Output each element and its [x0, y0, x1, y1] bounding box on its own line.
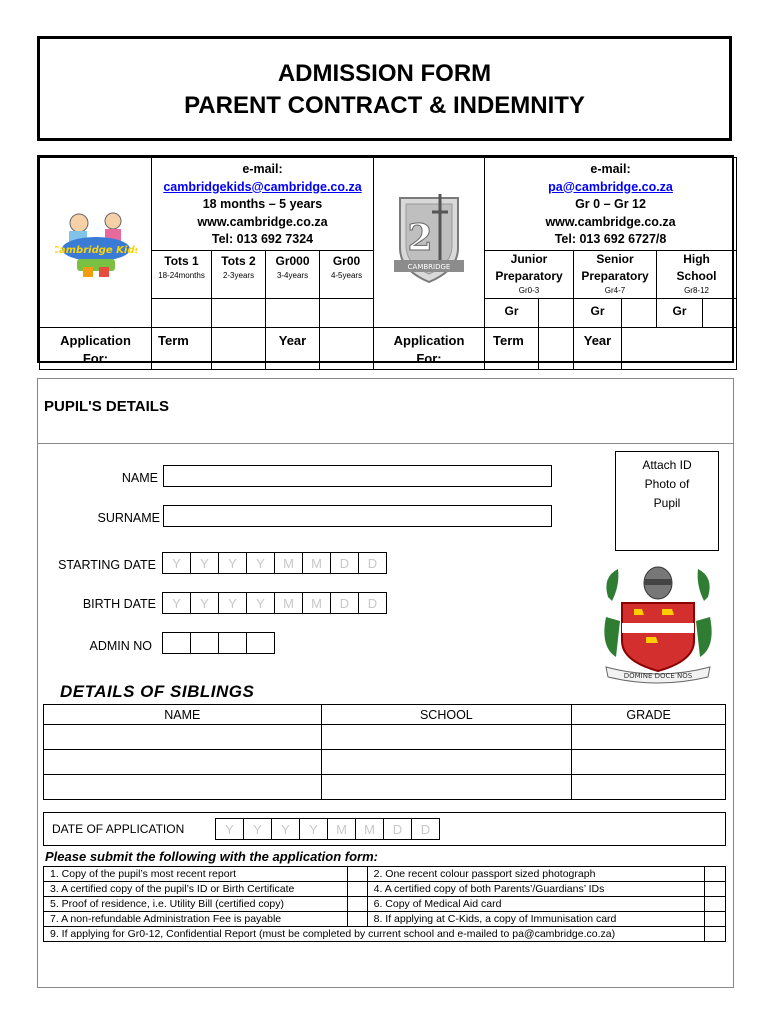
sibling-grade-input[interactable]: [572, 775, 726, 800]
document-item: 1. Copy of the pupil’s most recent report: [44, 867, 348, 882]
cambridge-school-logo: [390, 190, 468, 290]
sibling-name-input[interactable]: [44, 775, 322, 800]
sibling-name-input[interactable]: [44, 725, 322, 750]
birth-date-label: BIRTH DATE: [82, 597, 156, 611]
cambridge-school-logo-cell: [374, 158, 485, 328]
siblings-title: DETAILS OF SIBLINGS: [60, 682, 255, 701]
form-title: ADMISSION FORM: [277, 60, 492, 87]
document-item: 3. A certified copy of the pupil’s ID or Birth Certificate: [44, 882, 348, 897]
sibling-school-input[interactable]: [321, 775, 572, 800]
high-gr-input[interactable]: [703, 299, 737, 328]
document-item: 5. Proof of residence, i.e. Utility Bill (certified copy): [44, 897, 348, 912]
kids-grade-box-4[interactable]: [320, 299, 374, 328]
junior-gr-label: Gr: [485, 299, 539, 328]
document-checkbox[interactable]: [705, 882, 726, 897]
form-title-box: [37, 36, 732, 141]
name-input[interactable]: [163, 465, 552, 487]
date-of-application-label: DATE OF APPLICATION: [52, 822, 185, 836]
form-subtitle: PARENT CONTRACT & INDEMNITY: [184, 92, 585, 119]
kids-year-input[interactable]: [320, 328, 374, 370]
school-year-label: Year: [574, 328, 622, 370]
siblings-header-grade: GRADE: [572, 705, 726, 725]
starting-date-input[interactable]: Y Y Y Y M M D D: [163, 552, 387, 574]
school-term-input[interactable]: [539, 328, 574, 370]
starting-date-label: STARTING DATE: [58, 558, 156, 572]
kids-term-input[interactable]: [212, 328, 266, 370]
school-website: www.cambridge.co.za: [545, 214, 676, 229]
kids-application-label: Application For:: [40, 328, 152, 370]
table-row: [44, 867, 726, 882]
phase-high: High School Gr8-12: [657, 251, 737, 299]
school-application-label: Application For:: [374, 328, 485, 370]
table-row: [44, 775, 726, 800]
documents-checklist: [43, 866, 726, 942]
admin-no-label: ADMIN NO: [89, 639, 152, 653]
table-row: [44, 897, 726, 912]
school-year-input[interactable]: [622, 328, 737, 370]
kids-website: www.cambridge.co.za: [197, 214, 328, 229]
pupil-details-title: PUPIL'S DETAILS: [44, 398, 169, 415]
document-checkbox[interactable]: [347, 897, 367, 912]
document-item: 6. Copy of Medical Aid card: [367, 897, 704, 912]
table-row: [44, 882, 726, 897]
siblings-header-name: NAME: [44, 705, 322, 725]
cambridge-kids-contact: [152, 158, 374, 251]
document-checkbox[interactable]: [347, 912, 367, 927]
cambridge-kids-logo-text: Cambridge Kids: [54, 245, 137, 256]
document-checkbox[interactable]: [705, 867, 726, 882]
document-item: 2. One recent colour passport sized photograph: [367, 867, 704, 882]
document-checkbox[interactable]: [705, 897, 726, 912]
table-row: [44, 927, 726, 942]
table-row: [44, 725, 726, 750]
sibling-grade-input[interactable]: [572, 750, 726, 775]
siblings-table: [43, 704, 726, 800]
high-gr-label: Gr: [657, 299, 703, 328]
table-row: [44, 750, 726, 775]
document-item: 9. If applying for Gr0-12, Confidential Report (must be completed by current school and e-mailed to pa@cambridge.co.za): [44, 927, 705, 942]
phase-senior: Senior Preparatory Gr4-7: [574, 251, 657, 299]
document-item: 8. If applying at C-Kids, a copy of Immunisation card: [367, 912, 704, 927]
kids-grade-box-3[interactable]: [266, 299, 320, 328]
sibling-school-input[interactable]: [321, 750, 572, 775]
kids-term-label: Term: [152, 328, 212, 370]
siblings-header-school: SCHOOL: [321, 705, 572, 725]
name-label: NAME: [121, 471, 158, 485]
cambridge-kids-logo-cell: [40, 158, 152, 328]
crest-motto: DOMINE DOCE NOS: [623, 672, 693, 680]
surname-input[interactable]: [163, 505, 552, 527]
kids-tel: Tel: 013 692 7324: [211, 232, 314, 246]
document-item: 7. A non-refundable Administration Fee is payable: [44, 912, 348, 927]
junior-gr-input[interactable]: [539, 299, 574, 328]
grade-tots1: Tots 1 18-24months: [152, 251, 212, 299]
pupil-details-header: [37, 378, 734, 444]
documents-title: Please submit the following with the application form:: [45, 849, 378, 864]
school-info-table: [37, 155, 734, 366]
school-crest-icon: [598, 557, 718, 687]
kids-grade-box-2[interactable]: [212, 299, 266, 328]
phase-junior: Junior Preparatory Gr0-3: [485, 251, 574, 299]
grade-gr000: Gr000 3-4years: [266, 251, 320, 299]
surname-label: SURNAME: [97, 511, 160, 525]
svg-text:2: 2: [407, 217, 433, 259]
document-checkbox[interactable]: [347, 867, 367, 882]
school-email-link[interactable]: pa@cambridge.co.za: [548, 179, 673, 194]
sibling-school-input[interactable]: [321, 725, 572, 750]
school-term-label: Term: [485, 328, 539, 370]
kids-ages: 18 months – 5 years: [202, 197, 323, 211]
document-checkbox[interactable]: [705, 912, 726, 927]
document-item: 4. A certified copy of both Parents’/Guardians’ IDs: [367, 882, 704, 897]
kids-grade-box-1[interactable]: [152, 299, 212, 328]
birth-date-input[interactable]: Y Y Y Y M M D D: [163, 592, 387, 614]
id-photo-box[interactable]: Attach ID Photo of Pupil: [615, 451, 719, 551]
school-email-label: e-mail:: [590, 162, 631, 176]
cambridge-school-logo-text: CAMBRIDGE: [407, 263, 451, 271]
date-of-application-box: [43, 812, 726, 846]
kids-email-link[interactable]: cambridgekids@cambridge.co.za: [163, 179, 362, 194]
kids-email-label: e-mail:: [242, 162, 283, 176]
cambridge-school-contact: [485, 158, 737, 251]
sibling-grade-input[interactable]: [572, 725, 726, 750]
school-grade-range: Gr 0 – Gr 12: [575, 197, 646, 211]
table-row: [44, 912, 726, 927]
grade-gr00: Gr00 4-5years: [320, 251, 374, 299]
sibling-name-input[interactable]: [44, 750, 322, 775]
admin-no-input[interactable]: [163, 632, 275, 654]
document-checkbox[interactable]: [705, 927, 726, 942]
document-checkbox[interactable]: [347, 882, 367, 897]
school-tel: Tel: 013 692 6727/8: [554, 232, 667, 246]
date-of-application-input[interactable]: Y Y Y Y M M D D: [216, 818, 440, 840]
senior-gr-label: Gr: [574, 299, 622, 328]
grade-tots2: Tots 2 2-3years: [212, 251, 266, 299]
kids-year-label: Year: [266, 328, 320, 370]
senior-gr-input[interactable]: [622, 299, 657, 328]
cambridge-kids-logo: [55, 201, 137, 279]
